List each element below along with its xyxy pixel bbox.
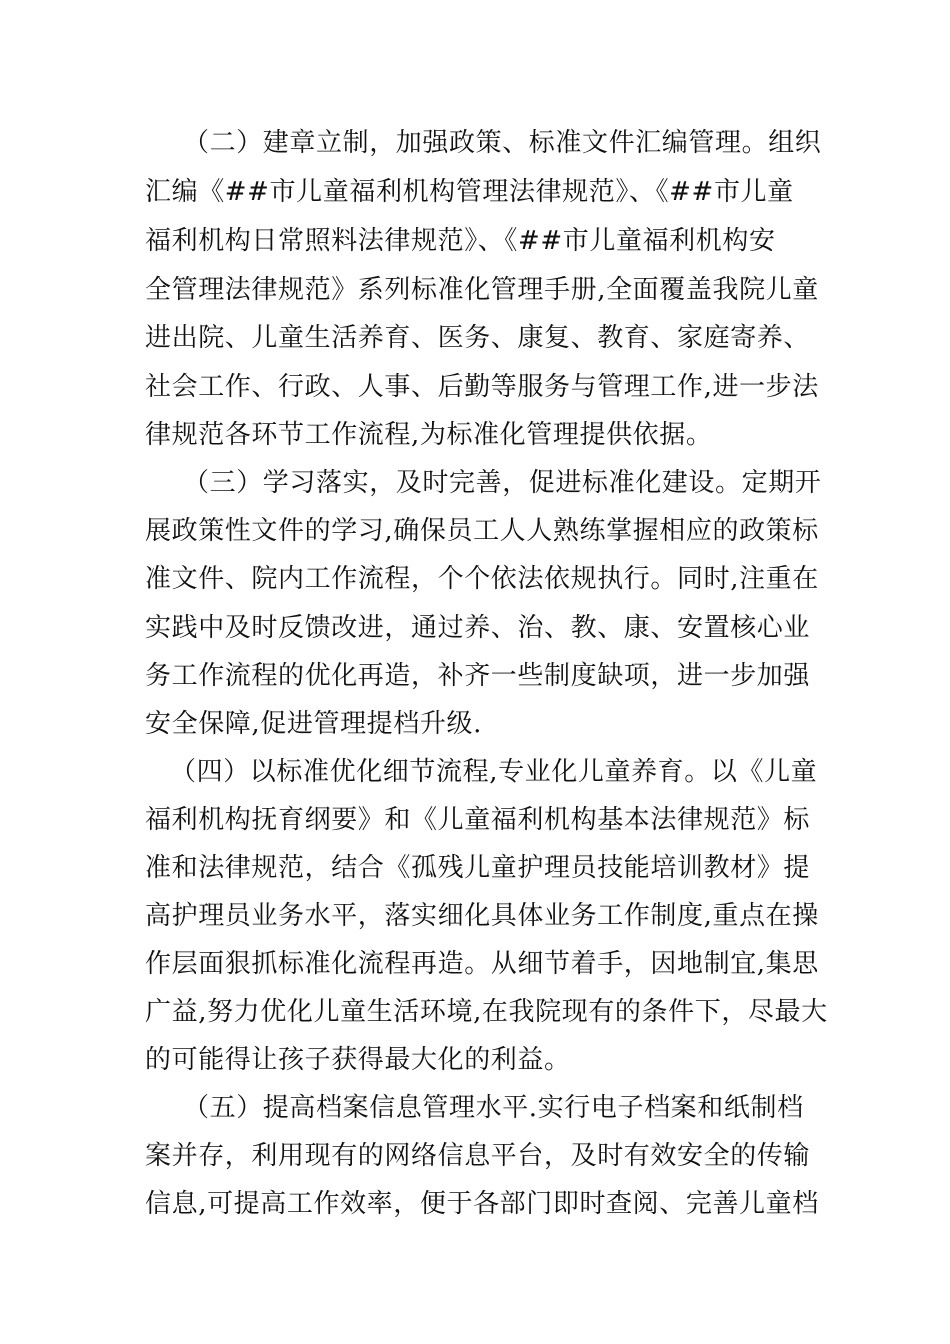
para-4-line-2: 福利机构抚育纲要》和《儿童福利机构基本法律规范》标 (145, 805, 811, 835)
para-5-line-2: 案并存，利用现有的网络信息平台，及时有效安全的传输 (145, 1141, 811, 1171)
para-2-line-7: 律规范各环节工作流程,为标准化管理提供依据。 (145, 420, 713, 450)
para-4-line-6: 广益,努力优化儿童生活环境,在我院现有的条件下，尽最大 (145, 997, 828, 1027)
para-2-line-6: 社会工作、行政、人事、后勤等服务与管理工作,进一步法 (145, 372, 819, 402)
para-3-line-1: （三）学习落实，及时完善，促进标准化建设。定期开 (183, 468, 822, 498)
para-3-line-6: 安全保障,促进管理提档升级. (145, 709, 482, 739)
para-4-line-3: 准和法律规范，结合《孤残儿童护理员技能培训教材》提 (145, 853, 811, 883)
para-2-line-4: 全管理法律规范》系列标准化管理手册,全面覆盖我院儿童 (145, 275, 819, 305)
para-2-line-5: 进出院、儿童生活养育、医务、康复、教育、家庭寄养、 (145, 323, 811, 353)
para-3-line-4: 实践中及时反馈改进，通过养、治、教、康、安置核心业 (145, 613, 811, 643)
para-5-line-3: 信息,可提高工作效率，便于各部门即时查阅、完善儿童档 (145, 1189, 819, 1219)
para-2-line-2: 汇编《##市儿童福利机构管理法律规范》、《##市儿童 (145, 177, 794, 207)
para-4-line-1: （四）以标准优化细节流程,专业化儿童养育。以《儿童 (170, 757, 818, 787)
para-3-line-5: 务工作流程的优化再造，补齐一些制度缺项，进一步加强 (145, 661, 811, 691)
para-2-line-1: （二）建章立制，加强政策、标准文件汇编管理。组织 (183, 128, 822, 158)
para-5-line-1: （五）提高档案信息管理水平.实行电子档案和纸制档 (183, 1093, 804, 1123)
para-4-line-5: 作层面狠抓标准化流程再造。从细节着手，因地制宜,集思 (145, 949, 819, 979)
para-4-line-7: 的可能得让孩子获得最大化的利益。 (145, 1045, 571, 1075)
para-3-line-2: 展政策性文件的学习,确保员工人人熟练掌握相应的政策标 (145, 516, 819, 546)
para-2-line-3: 福利机构日常照料法律规范》、《##市儿童福利机构安 (145, 226, 776, 256)
para-3-line-3: 准文件、院内工作流程，个个依法依规执行。同时,注重在 (145, 564, 819, 594)
para-4-line-4: 高护理员业务水平，落实细化具体业务工作制度,重点在操 (145, 901, 819, 931)
